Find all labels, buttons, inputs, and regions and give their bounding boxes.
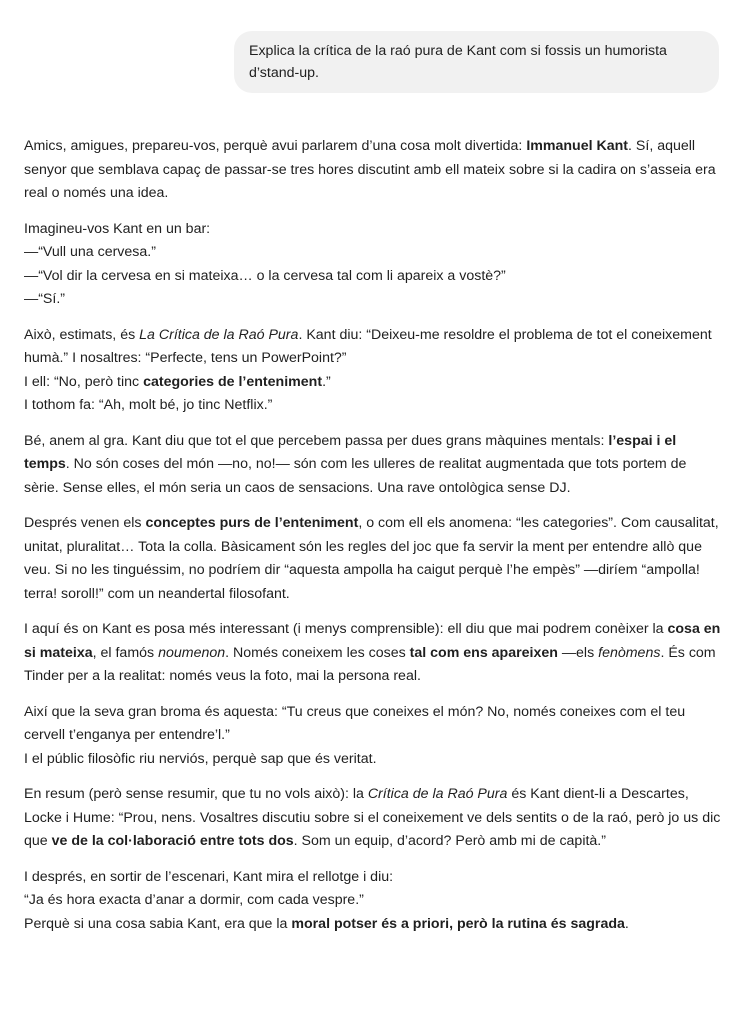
bold-text: moral potser és a priori, però la rutina és sagrada: [291, 915, 625, 932]
paragraph-summary: [24, 783, 724, 854]
text-line: —“Vol dir la cervesa en si mateixa… o la cervesa tal com li apareix a vostè?”: [24, 267, 506, 284]
text: és Kant dient-li a Descartes, Locke i Hume: “Prou, nens. Vosaltres discutiu sobre si el coneixement ve dels sentits o de la raó, però jo us dic que: [24, 786, 721, 849]
text-line: —“Sí.”: [24, 291, 65, 307]
text: . Només coneixem les coses: [225, 644, 410, 661]
paragraph-critique-intro: [24, 324, 724, 418]
italic-text: fenòmens: [598, 644, 661, 661]
paragraph-big-joke: [24, 701, 724, 772]
bold-text: Immanuel Kant: [526, 138, 629, 154]
text: , o com ell els anomena: “les categories”. Com causalitat, unitat, pluralitat… Tota la colla. Bàsicament són les regles del joc que fa servir la ment per entendre allò que veu. Si no les tinguéssim, no podríem dir “aquesta ampolla ha caigut perquè l’he empès” —diríem “ampolla! terra! soroll!” com un neandertal filosofant.: [24, 515, 719, 602]
text-line: Imagineu-vos Kant en un bar:: [24, 220, 211, 237]
text: Això, estimats, és: [24, 326, 140, 343]
bold-text: ve de la col·laboració entre tots dos: [51, 833, 294, 849]
italic-text: La Crítica de la Raó Pura: [139, 326, 299, 343]
paragraph-noumenon: [24, 618, 724, 689]
text: . Som un equip, d’acord? Però amb mi de capità.”: [293, 833, 606, 849]
italic-text: Crítica de la Raó Pura: [367, 786, 508, 802]
text: Després venen els: [24, 515, 146, 531]
text: . És com Tinder per a la realitat: només veus la foto, mai la persona real.: [24, 644, 716, 684]
assistant-response: [24, 135, 724, 948]
text-line: —“Vull una cervesa.”: [24, 244, 156, 260]
paragraph-intro: [24, 135, 724, 206]
text-line: Així que la seva gran broma és aquesta: “Tu creus que coneixes el món? No, només coneixes com el teu cervell t’enganya per entendre’l.”: [24, 703, 686, 743]
text: Perquè si una cosa sabia Kant, era que la: [24, 915, 292, 932]
text: , el famós: [92, 644, 159, 661]
text: .: [624, 915, 629, 932]
text: . No són coses del món —no, no!— són com les ulleres de realitat augmentada que tots portem de sèrie. Sense elles, el món seria un caos de sensacions. Una rave ontològica sense DJ.: [24, 456, 687, 496]
bold-text: conceptes purs de l’enteniment: [145, 515, 359, 531]
text: —els: [557, 644, 599, 661]
text: I ell: “No, però tinc: [24, 373, 144, 390]
user-message-text: Explica la crítica de la raó pura de Kant com si fossis un humorista d’stand-up.: [249, 43, 667, 81]
text: . Sí, aquell senyor que semblava capaç de passar-se tres hores discutint amb ell mateix sobre si la cadira on s’asseia era real o només una idea.: [24, 138, 716, 201]
user-message-bubble: [234, 31, 719, 93]
bold-text: tal com ens apareixen: [409, 644, 558, 661]
text-line: [24, 371, 724, 395]
text-line: I després, en sortir de l’escenari, Kant mira el rellotge i diu:: [24, 868, 394, 885]
paragraph-categories: [24, 512, 724, 606]
bold-text: categories de l’enteniment: [143, 373, 323, 390]
paragraph-space-time: [24, 430, 724, 501]
bold-text: l’espai i el temps: [24, 432, 677, 472]
bold-text: cosa en si mateixa: [24, 621, 721, 661]
paragraph-ending: [24, 866, 724, 937]
paragraph-bar-joke: [24, 218, 724, 312]
text-line: “Ja és hora exacta d’anar a dormir, com cada vespre.”: [24, 892, 364, 908]
text: En resum (però sense resumir, que tu no vols això): la: [24, 786, 368, 802]
italic-text: noumenon: [158, 644, 226, 661]
text: . Kant diu: “Deixeu-me resoldre el problema de tot el coneixement humà.” I nosaltres: “Perfecte, tens un PowerPoint?”: [24, 326, 712, 366]
text: Bé, anem al gra. Kant diu que tot el que percebem passa per dues grans màquines mentals:: [24, 432, 609, 449]
text: I aquí és on Kant es posa més interessant (i menys comprensible): ell diu que mai podrem conèixer la: [24, 621, 668, 637]
text-line: I tothom fa: “Ah, molt bé, jo tinc Netflix.”: [24, 397, 273, 413]
text-line: [24, 913, 724, 937]
text: .”: [322, 373, 331, 390]
text-line: I el públic filosòfic riu nerviós, perquè sap que és veritat.: [24, 750, 377, 767]
text: Amics, amigues, prepareu-vos, perquè avui parlarem d’una cosa molt divertida:: [24, 138, 527, 154]
